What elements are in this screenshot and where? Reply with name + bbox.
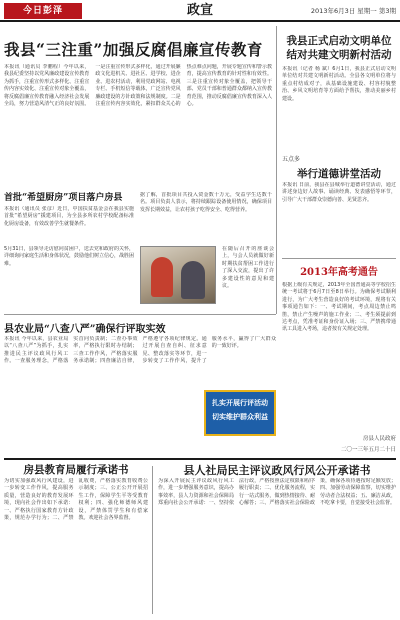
right-kicker: 五点多 xyxy=(282,156,301,163)
right-article-body-2: 本报讯 日前，我县在县城举行道德讲堂活动，通过讲述身边好人故事、诵读经典、发表感悟等环节，引导广大干部群众崇德向善、见贤思齐。 xyxy=(282,182,396,203)
banner-line-1: 扎实开展行评活动 xyxy=(212,399,268,407)
side-article-text: 在随后召开的座谈会上，与会人员就做好新时期扶贫帮困工作进行了深入交流，提出了许多建设性的意见和建议。 xyxy=(222,246,274,290)
notice-body: 根据上级有关规定，2013年全国普通高等学校招生统一考试将于6月7日至8日举行。为确保考试顺利进行，为广大考生营造良好的考试环境，现将有关事项通告如下：一、考试期间，考点周边禁止鸣笛，禁止产生噪声的施工作业；二、考生须提前到达考点，凭准考证和身份证入场；三、严禁携带通讯工具进入考场，违者按有关规定处理。 xyxy=(282,282,396,333)
dateline: 2013年6月3日 星期一 第3期 xyxy=(310,7,396,15)
lead-article-body: 本报讯（通讯员 李鹏程）今年以来，我县纪委坚持以党风廉政建设宣传教育为抓手，注重宣传形式多样化、注重宣传内容实效化、注重宣传对象全覆盖，将反腐倡廉宣传教育融入经济社会发展全局，努力营造风清气正的良好氛围。一是注重宣传形式多样化，通过开展廉政文化进机关、进社区、进学校、进企业、进农村活动，利用党政网站、电视专栏、手机短信等载体，广泛宣传党风廉政建设的方针政策和法规制度。二是注重宣传内容实效化，紧扣群众关心的热点难点问题，开展专题宣传和警示教育，提高宣传教育的针对性和有效性。三是注重宣传对象全覆盖，把领导干部、党员干部和普通群众都纳入宣传教育范围，推动反腐倡廉宣传教育深入人心。 xyxy=(4,64,272,108)
agri-article-body: 本报讯 今年以来，县农业局以“八查八严”为抓手，扎实推进民主评议政风行风工作。一查服务理念，严格落实首问负责制；二查办事效率，严格执行限时办结制；三查工作作风，严格落实服务承诺制；四查廉洁自律，严格遵守各项纪律规定。通过开展自查自纠、征求意见、整改落实等环节，进一步转变了工作作风，提升了服务水平，赢得了广大群众的一致好评。 xyxy=(4,336,276,365)
sub-article-body-continued: 据了解，首批项目共投入资金数十万元，受益学生达数千名。项目负责人表示，将持续跟踪设备使用情况，确保项目发挥长期效益，让农村孩子吃得安全、吃得营养。 xyxy=(140,192,272,213)
right-headline-1: 我县正式启动文明单位结对共建文明新村活动 xyxy=(286,35,392,61)
notice-title: 2013年高考通告 xyxy=(300,267,378,278)
right-headline-2: 举行道德讲堂活动 xyxy=(297,168,381,180)
newspaper-logo: 今日彭泽 xyxy=(4,3,82,19)
column-divider xyxy=(276,26,277,314)
exam-notice xyxy=(282,258,396,454)
section-rule xyxy=(4,314,276,315)
hr-commitment-headline: 县人社局民主评议政风行风公开承诺书 xyxy=(183,464,371,477)
bottom-column-divider xyxy=(152,466,153,614)
edu-commitment-headline: 房县教育局履行承诺书 xyxy=(23,464,129,476)
agri-headline: 县农业局“八查八严”确保行评取实效 xyxy=(4,324,166,335)
sub-headline: 首批“希望厨房”项目落户房县 xyxy=(4,193,123,203)
notice-signature-date: 二〇一三年五月二十日 xyxy=(340,447,396,453)
hr-commitment-body: 为深入开展民主评议政风行风工作，进一步增强服务意识，提高办事效率，县人力资源和社会保障局郑重向社会公开承诺：一、坚持依法行政，严格按照法定权限和程序履行职责；二、优化服务流程，实行一站式服务，做到热情接待、耐心解答；三、严格落实社会保险政策，确保各项待遇按时足额发放；四、加强劳动保障监察，切实维护劳动者合法权益；五、廉洁从政，不吃拿卡要，自觉接受社会监督。 xyxy=(158,478,396,507)
masthead xyxy=(0,0,400,22)
bottom-rule xyxy=(4,458,396,460)
sub-article-body: 本报讯（通讯员 张彦）近日，中国扶贫基金会在我县实施首批“希望厨房”援建项目，为全县多所农村学校配备标准化厨房设备，有效改善学生就餐条件。 xyxy=(4,206,134,227)
section-name: 政宣 xyxy=(186,3,213,18)
right-article-body-1: 本报讯（记者 杨 斌）6月1日，我县正式启动文明单位结对共建文明新村活动。全县各文明单位将与重点村结成对子，从基础设施建设、村容村貌整治、乡风文明培育等方面给予帮扶，推动美丽乡村建设。 xyxy=(282,66,396,102)
photo-person-left xyxy=(151,257,173,297)
news-photo xyxy=(140,246,216,304)
slogan-banner xyxy=(204,390,276,436)
photo-caption: 5月31日，县领导走访慰问贫困户，送去党和政府的关怀，详细询问家庭生活和身体状况，鼓励他们树立信心，战胜困难。 xyxy=(4,246,134,267)
lead-headline: 我县“三注重”加强反腐倡廉宣传教育 xyxy=(4,40,263,59)
notice-signature-org: 房县人民政府 xyxy=(362,436,396,442)
banner-line-2: 切实维护群众利益 xyxy=(212,413,268,421)
photo-person-right xyxy=(181,261,205,299)
edu-commitment-body: 为切实加强政风行风建设，进一步转变工作作风，提高服务质量，营造良好的教育发展环境，现向社会作出如下承诺：一、严格执行国家教育方针政策，规范办学行为；二、严禁乱收费，严格落实教育收费公示制度；三、公正公开开展招生工作，保障学生平等受教育权利；四、强化师德师风建设，严禁体罚学生和有偿家教。欢迎社会各界监督。 xyxy=(4,478,148,522)
